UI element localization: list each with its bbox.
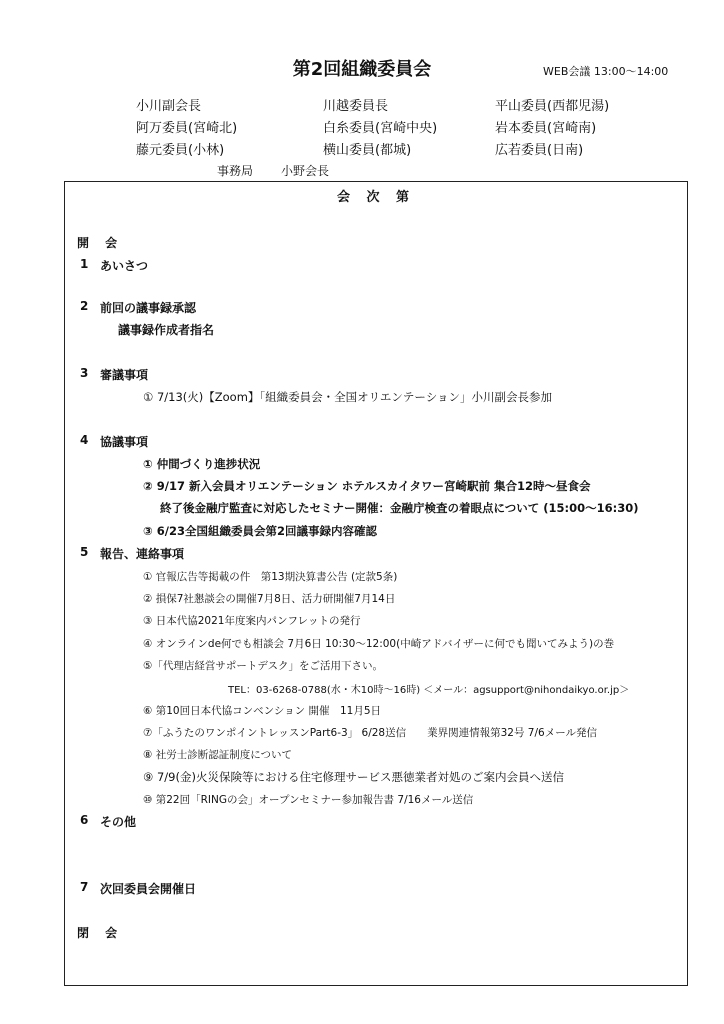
section-number: 5: [80, 545, 89, 559]
agenda-item: ① 仲間づくり進捗状況: [143, 457, 261, 471]
section-number: 4: [80, 433, 89, 447]
attendee: 広若委員(日南): [495, 143, 584, 158]
section-number: 3: [80, 366, 89, 380]
document-title: 第2回組織委員会: [292, 59, 432, 80]
agenda-item: ⑦「ふうたのワンポイントレッスンPart6-3」 6/28送信 業界関連情報第32号 7/6メール発信: [143, 727, 597, 739]
attendee: 横山委員(都城): [323, 143, 412, 158]
attendee: 川越委員長: [323, 99, 389, 114]
section-number: 6: [80, 813, 89, 827]
attendee: 藤元委員(小林): [136, 143, 225, 158]
attendee: 白糸委員(宮崎中央): [323, 121, 438, 136]
agenda-item: ① 官報広告等掲載の件 第13期決算書公告 (定款5条): [143, 571, 398, 583]
attendee: 岩本委員(宮崎南): [495, 121, 597, 136]
agenda-item: ③ 6/23全国組織委員会第2回議事録内容確認: [143, 524, 377, 538]
agenda-item: ② 9/17 新入会員オリエンテーション ホテルスカイタワー宮崎駅前 集合12時～昼食会: [143, 479, 591, 493]
meeting-info: WEB会議 13:00～14:00: [543, 65, 669, 78]
agenda-item: ① 7/13(火)【Zoom】「組織委員会・全国オリエンテーション」小川副会長参加: [143, 390, 552, 404]
section-number: 1: [80, 257, 89, 271]
section-title: あいさつ: [100, 259, 149, 273]
section-number: 7: [80, 880, 89, 894]
section-title: その他: [100, 815, 137, 829]
agenda-item-continuation: 終了後金融庁監査に対応したセミナー開催：金融庁検査の着眼点について (15:00～16:30): [160, 501, 639, 515]
section-title: 前回の議事録承認: [100, 301, 197, 315]
closing-label: 閉 会: [77, 926, 124, 940]
section-title: 協議事項: [100, 435, 149, 449]
agenda-title: 会 次 第: [336, 190, 416, 205]
agenda-item: ⑩ 第22回「RINGの会」オープンセミナー参加報告書 7/16メール送信: [143, 794, 474, 806]
contact-line: TEL：03-6268-0788(水・木10時～16時) ＜メール：agsupport@nihondaikyo.or.jp＞: [228, 685, 630, 696]
secretariat-label: 事務局: [217, 164, 254, 178]
opening-label: 開 会: [77, 236, 124, 250]
agenda-item: ⑧ 社労士診断認証制度について: [143, 749, 293, 761]
section-title: 報告、連絡事項: [100, 547, 185, 561]
section-title: 次回委員会開催日: [100, 882, 197, 896]
agenda-item: ⑥ 第10回日本代協コンベンション 開催 11月5日: [143, 705, 382, 717]
section-subitem: 議事録作成者指名: [118, 323, 215, 337]
agenda-item: ⑨ 7/9(金)火災保険等における住宅修理サービス悪徳業者対処のご案内会員へ送信: [143, 770, 564, 784]
agenda-item: ③ 日本代協2021年度案内パンフレットの発行: [143, 615, 361, 627]
agenda-item: ④ オンラインde何でも相談会 7月6日 10:30～12:00(中崎アドバイザーに何でも聞いてみよう)の巻: [143, 638, 615, 650]
section-title: 審議事項: [100, 368, 149, 382]
secretariat-name: 小野会長: [281, 164, 330, 178]
agenda-item: ⑤「代理店経営サポートデスク」をご活用下さい。: [143, 660, 383, 672]
attendee: 小川副会長: [136, 99, 202, 114]
attendee: 阿万委員(宮崎北): [136, 121, 238, 136]
attendee: 平山委員(西都児湯): [495, 99, 610, 114]
agenda-item: ② 損保7社懇談会の開催7月8日、活力研開催7月14日: [143, 593, 396, 605]
section-number: 2: [80, 299, 89, 313]
